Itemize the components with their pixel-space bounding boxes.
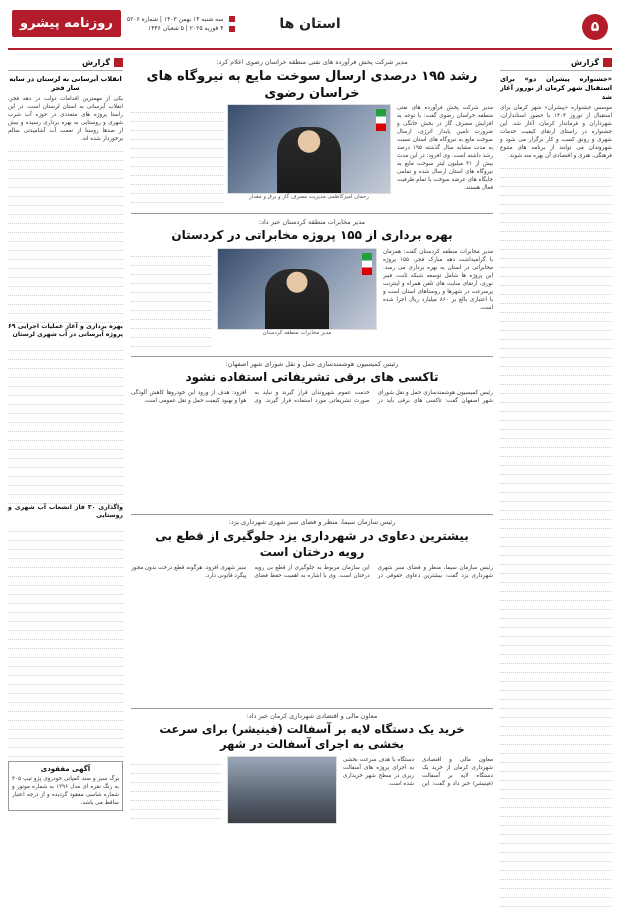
lost-notice-body: برگ سبز و سند کمپانی خودروی پژو تیپ ۴۰۵ به رنگ نقره ای مدل ۱۳۹۶ به شماره موتور و شماره شاسی مفقود گردیده و از درجه اعتبار ساقط می باشد. xyxy=(12,776,119,806)
story-telecom-body: مدیر مخابرات منطقه کردستان گفت: همزمان با گرامیداشت دهه مبارک فجر، ۱۵۵ پروژه مخابراتی در استان به بهره برداری می رسد. این پروژه ها شامل توسعه شبکه ثابت، فیبر نوری، ارتقای سایت های تلفن همراه و اینترنت پرسرعت در شهرها و روستاهای استان است و با اعتباری بالغ بر ۸۶۰ میلیارد ریال اجرا شده است. xyxy=(383,249,493,311)
story-telecom-photo xyxy=(217,248,377,330)
story-trees xyxy=(131,518,493,703)
section-title: استان ها xyxy=(279,16,341,32)
story-fuel-kicker: مدیر شرکت پخش فرآورده های نفتی منطقه خراسان رضوی اعلام کرد: xyxy=(216,58,408,66)
masthead xyxy=(12,10,239,37)
story-fuel-headline: رشد ۱۹۵ درصدی ارسال سوخت مایع به نیروگاه های خراسان رضوی xyxy=(146,69,478,101)
story-telecom xyxy=(131,218,493,353)
masthead-markers xyxy=(229,16,235,32)
story-trees-headline: بیشترین دعاوی در شهرداری یزد جلوگیری از قطع بی رویه درختان است xyxy=(155,529,469,559)
right-column-continuation xyxy=(500,160,612,907)
story-fuel-photo xyxy=(227,104,391,194)
story-taxi-kicker: رئیس کمیسیون هوشمندسازی حمل و نقل شورای شهر اصفهان: xyxy=(225,360,399,368)
main-column xyxy=(131,58,493,829)
left-column-subhead-1: بهره برداری و آغاز عملیات اجرایی ۶۹ پروژه آبرسانی در آب شهری لرستان xyxy=(8,323,123,338)
story-taxi-body: رئیس کمیسیون هوشمندسازی حمل و نقل شورای شهر اصفهان گفت: تاکسی های برقی باید در خدمت عموم شهروندان قرار گیرند و نباید به صورت تشریفاتی مورد استفاده قرار گیرند. وی افزود: هدف از ورود این خودروها کاهش آلودگی هوا و بهبود کیفیت حمل و نقل عمومی است. xyxy=(131,390,493,404)
page-number: ۵ xyxy=(582,14,608,40)
right-column-body: موسس جشنواره «پیشران» شهر کرمان برای استقبال از نوروز ۱۴۰۴ با حضور استانداران، شهرداران و فرماندار کرمان، آغاز شد. این جشنواره در راستای ارتقای کیفیت خدمات شهری و رونق کسب و کار برگزار می شود و شهروندان می توانند از برنامه های متنوع فرهنگی، هنری و اقتصادی آن بهره مند شوند. xyxy=(500,105,612,159)
story-telecom-headline: بهره برداری از ۱۵۵ پروژه مخابراتی در کردستان xyxy=(171,228,453,242)
left-column xyxy=(8,58,123,829)
lost-notice xyxy=(8,761,123,811)
issue-dates xyxy=(127,15,224,33)
story-fuel xyxy=(131,58,493,208)
left-column-subhead-2: واگذاری ۳۰ فاز انشعاب آب شهری و روستایی xyxy=(8,504,123,519)
story-telecom-caption: مدیر مخابرات منطقه کردستان xyxy=(262,330,332,336)
story-fuel-caption: رحمان امیرکاظمی مدیریت مصرف گاز و برق و مقدار xyxy=(249,194,369,200)
story-taxi xyxy=(131,360,493,510)
left-report-tag xyxy=(8,58,123,71)
story-asphalt-kicker: معاون مالی و اقتصادی شهرداری کرمان خبر داد: xyxy=(246,712,378,720)
story-trees-body: رئیس سازمان سیما، منظر و فضای سبز شهری شهرداری یزد گفت: بیشترین دعاوی حقوقی در این سازمان مربوط به جلوگیری از قطع بی رویه درختان است. وی با اشاره به اهمیت حفظ فضای سبز شهری افزود: هرگونه قطع درخت بدون مجوز پیگرد قانونی دارد. xyxy=(131,565,493,579)
story-taxi-headline: تاکسی های برقی تشریفاتی استفاده نشود xyxy=(185,370,439,384)
lost-notice-title: آگهی مفقودی xyxy=(40,765,91,773)
newspaper-logo: روزنامه پیشرو xyxy=(12,10,121,37)
right-column-title: «جشنواره پیشران دو» برای استقبال شهر کرمان از نوروز آغاز شد xyxy=(500,75,612,101)
report-icon xyxy=(603,58,612,67)
story-asphalt-headline: خرید یک دستگاه لایه بر آسفالت (فینیشر) برای سرعت بخشی به اجرای آسفالت در شهر xyxy=(159,722,465,751)
report-tag-label: گزارش xyxy=(570,57,599,67)
left-report-tag-label: گزارش xyxy=(81,57,110,67)
story-telecom-body-continued xyxy=(131,248,211,348)
page-header xyxy=(8,8,612,50)
story-asphalt xyxy=(131,712,493,827)
left-column-body: یکی از مهمترین اقدامات دولت در دهه فجر، انقلاب آبرسانی به استان لرستان است. در این راستا پروژه های متعددی در حوزه آب شرب شهری و روستایی به بهره برداری رسیده و بیش از صدها روستا از نعمت آب آشامیدنی سالم برخوردار شده اند. xyxy=(8,96,123,142)
left-column-continuation-3 xyxy=(8,523,123,757)
story-fuel-body: مدیر شرکت پخش فرآورده های نفتی منطقه خراسان رضوی گفت: با توجه به افزایش مصرف گاز در بخش خانگی و ضرورت تامین پایدار انرژی، ارسال سوخت مایع به نیروگاه های استان نسبت به مدت مشابه سال گذشته ۱۹۵ درصد رشد داشته است. وی افزود: در این مدت بیش از ۳۱ میلیون لیتر سوخت مایع به نیروگاه های استان ارسال شده و تمامی جایگاه های عرضه سوخت با تمام ظرفیت فعال هستند. xyxy=(397,105,493,191)
report-tag xyxy=(500,58,612,71)
story-asphalt-body: معاون مالی و اقتصادی شهرداری کرمان از خرید یک دستگاه لایه بر آسفالت (فینیشر) خبر داد و گفت: این دستگاه با هدف سرعت بخشی به اجرای پروژه های آسفالت ریزی در سطح شهر خریداری شده است. xyxy=(343,757,493,787)
story-asphalt-photo xyxy=(227,756,337,824)
story-asphalt-body-continued xyxy=(131,756,221,824)
story-trees-kicker: رئیس سازمان سیما، منظر و فضای سبز شهری شهرداری یزد: xyxy=(228,518,396,526)
story-telecom-kicker: مدیر مخابرات منطقه کردستان خبر داد: xyxy=(258,218,366,226)
right-column xyxy=(500,58,612,829)
left-column-continuation-2 xyxy=(8,342,123,504)
report-icon xyxy=(114,58,123,67)
left-column-title: انقلاب آبرسانی به لرستان در سایه ساز فجر xyxy=(9,75,122,92)
date-line-2: ۴ فوریه ۲۰۲۵ | ۵ شعبان ۱۴۴۶ xyxy=(147,24,224,32)
story-fuel-body-continued xyxy=(131,104,223,204)
date-line-1: سه شنبه ۱۴ بهمن ۱۴۰۳ | شماره ۵۲۰۶ xyxy=(126,15,224,23)
left-column-continuation-1 xyxy=(8,143,123,323)
